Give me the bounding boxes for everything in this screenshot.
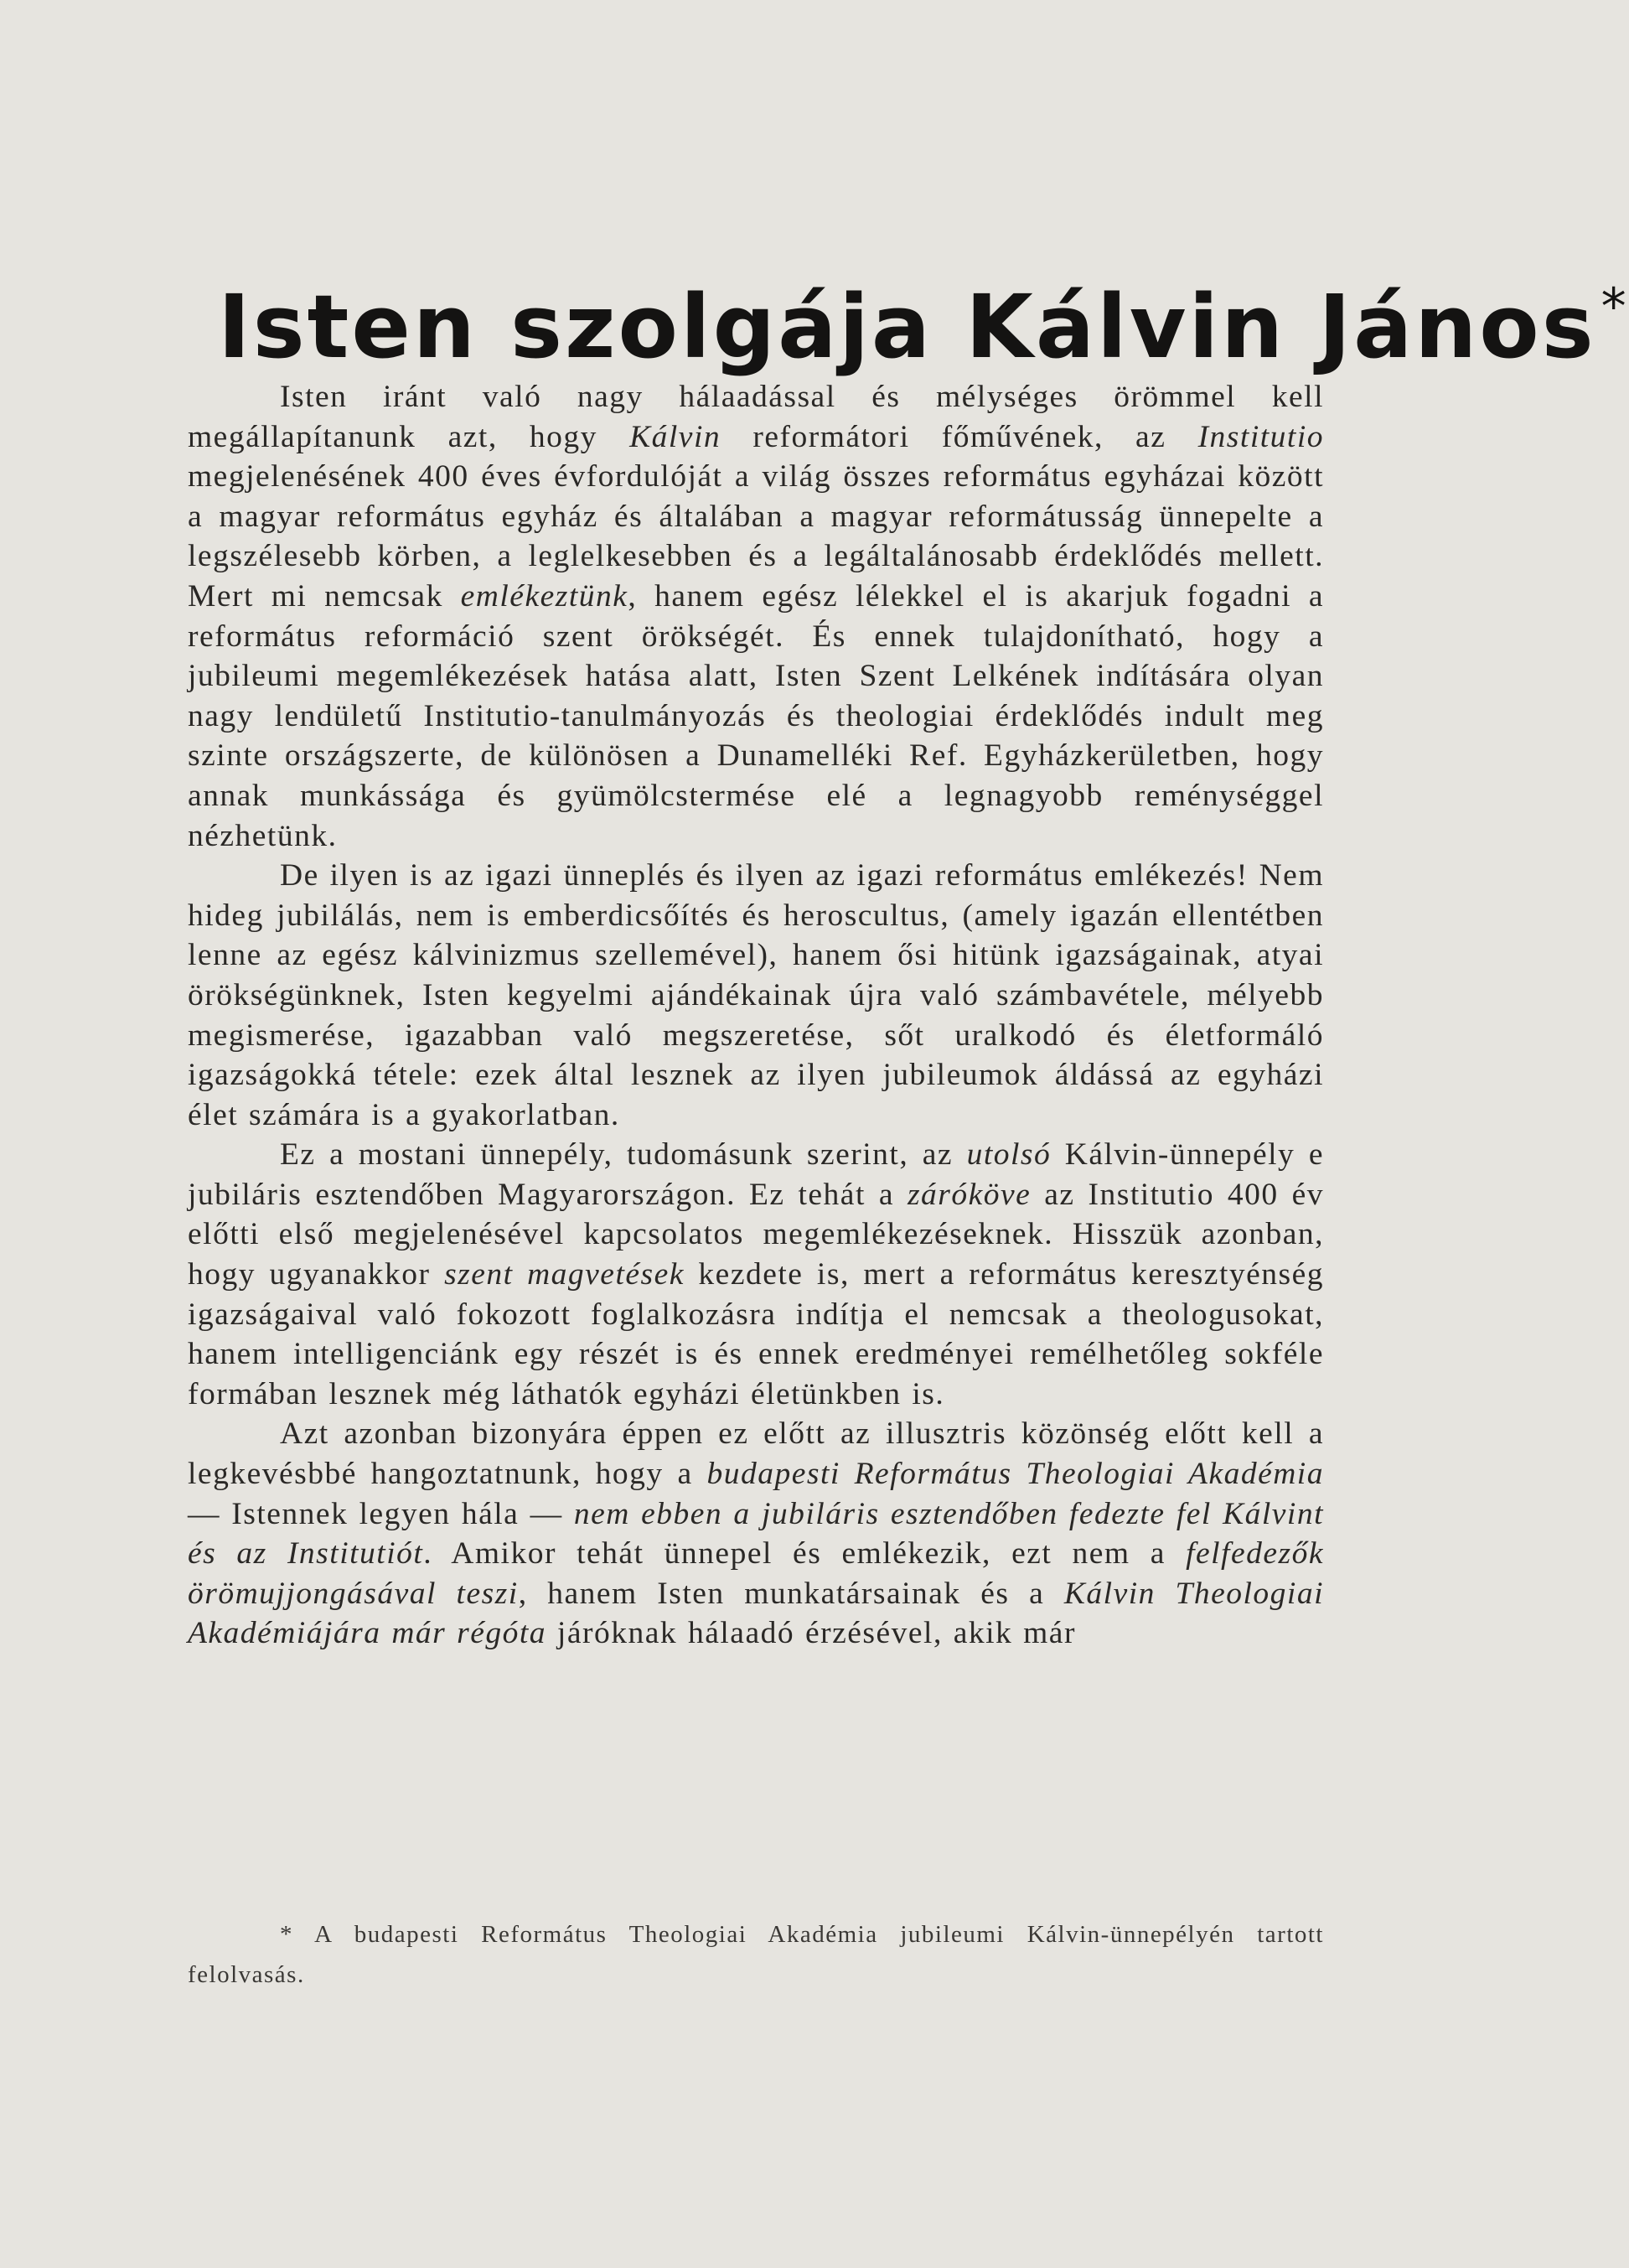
text-run: , hanem egész lélekkel el is akarjuk fogadni a református reformáció szent örökségét. És ennek tulajdonítható, hogy a jubileumi megemlékezések hatása alatt, Isten Szent Lelkének indítására olyan nagy lendületű Institutio-tanulmányozás és theologiai érdeklődés indult meg szinte országszerte, de különösen a Dunamelléki Ref. Egyházkerületben, hogy annak munkássága és gyümölcstermése elé a legnagyobb reménységgel nézhetünk. [188, 578, 1324, 853]
text-run: járóknak hálaadó érzésével, akik már [546, 1616, 1076, 1651]
italic-text: záróköve [907, 1177, 1032, 1212]
text-run: az Institutio 400 év előtti első megjelenésével kapcsolatos megemlékezéseknek. Hisszük azonban, hogy ugyanakkor [188, 1177, 1325, 1292]
text-run: reformátori főművének, az [721, 419, 1198, 454]
text-run: Azt azonban bizonyára éppen ez előtt az illusztris közönség előtt kell a legkevésbbé hangoztatnunk, hogy a [188, 1416, 1324, 1492]
text-run: De ilyen is az igazi ünneplés és ilyen az igazi református emlékezés! Nem hideg jubilálás, nem is emberdicsőítés és heroscultus, (amely igazán ellentétben lenne az egész kálvinizmus szellemével), hanem ősi hitünk igazságainak, atyai örökségünknek, Isten kegyelmi ajándékainak újra való számbavétele, mélyebb megismerése, igazabban való megszeretése, sőt uralkodó és életformáló igazságokká tétele: ezek által lesznek az ilyen jubileumok áldássá az egyházi élet számára is a gyakorlatban. [188, 858, 1324, 1132]
italic-text: szent magvetések [444, 1257, 685, 1292]
text-run: megjelenésének 400 éves évfordulóját a világ összes református egyházai között a magyar református egyház és általában a magyar reformátusság ünnepelte a legszélesebb körben, a leglelkesebben és a legáltalánosabb érdeklődés mellett. Mert mi nemcsak [188, 459, 1324, 614]
text-run: Kálvin-ünnepély e jubiláris esztendőben Magyarországon. Ez tehát a [188, 1137, 1324, 1212]
paragraph [188, 1414, 1324, 1654]
italic-text: nem ebben a jubiláris esztendőben fedezte fel Kálvint és az Institutiót [188, 1496, 1324, 1572]
italic-text: utolsó [966, 1137, 1052, 1173]
italic-text: Kálvin [629, 419, 721, 454]
italic-text: budapesti Református Theologiai Akadémia [706, 1457, 1324, 1492]
title-text: Isten szolgája Kálvin János [218, 276, 1596, 378]
text-run: kezdete is, mert a református keresztyénség igazságaival való fokozott foglalkozásra indítja el nemcsak a theologusokat, hanem intelligenciánk egy részét is és ennek eredményei remélhetőleg sokféle formában lesznek még láthatók egyházi életünkben is. [188, 1257, 1324, 1411]
text-run: , hanem Isten munkatársainak és a [518, 1576, 1064, 1611]
paragraph [188, 856, 1324, 1135]
italic-text: emlékeztünk [460, 578, 628, 614]
article-body [188, 377, 1324, 1654]
italic-text: felfedezők örömujjongásával teszi [188, 1536, 1325, 1611]
text-run: Isten iránt való nagy hálaadással és mélységes örömmel kell megállapítanunk azt, hogy [188, 380, 1324, 454]
italic-text: Institutio [1197, 419, 1324, 454]
footnote: * A budapesti Református Theologiai Akadémia jubileumi Kálvin-ünnepélyén tartott felolvasás. [188, 1921, 1324, 1988]
paragraph [188, 377, 1324, 856]
text-run: — Istennek legyen hála — [188, 1496, 574, 1531]
text-run: . Amikor tehát ünnepel és emlékezik, ezt nem a [423, 1536, 1187, 1572]
footnote-mark: * [1601, 277, 1629, 336]
text-run: Ez a mostani ünnepély, tudomásunk szerint, az [280, 1137, 967, 1173]
page-title [218, 248, 1629, 386]
italic-text: Kálvin Theologiai Akadémiájára már régóta [188, 1576, 1324, 1651]
paragraph [188, 1135, 1324, 1414]
